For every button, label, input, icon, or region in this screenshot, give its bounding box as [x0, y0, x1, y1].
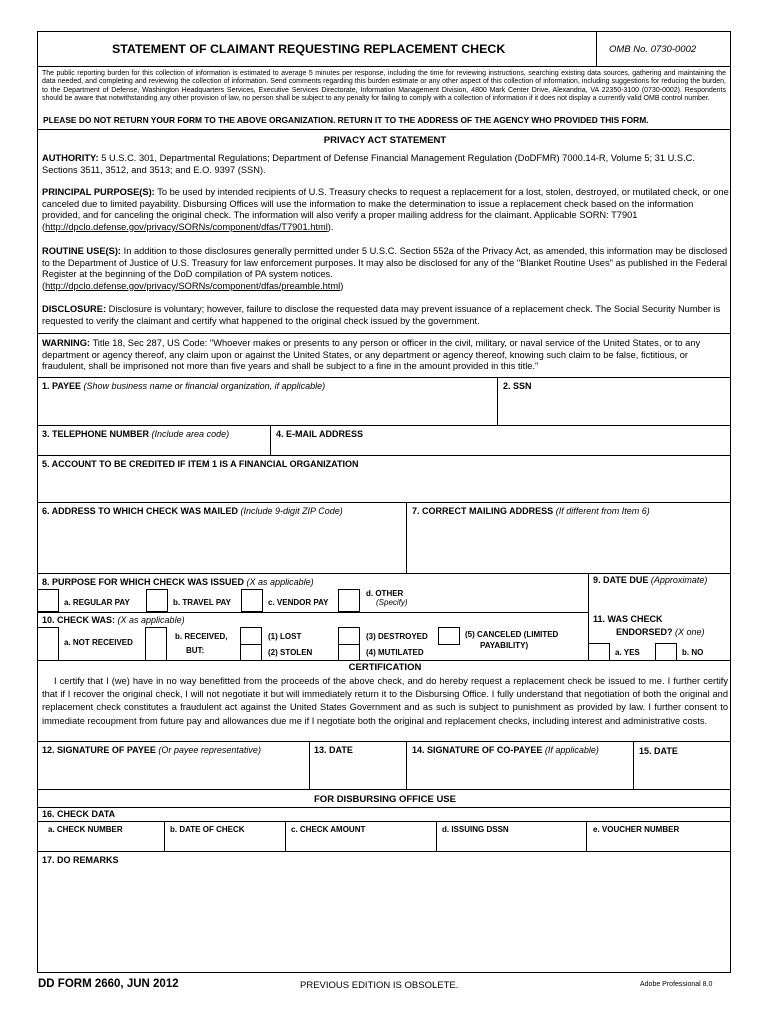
canceled-label: (5) CANCELED (LIMITED — [465, 630, 559, 639]
divider — [497, 377, 498, 425]
mutilated-label: (4) MUTILATED — [366, 648, 424, 657]
warning-label: WARNING: — [42, 338, 91, 348]
stolen-checkbox[interactable] — [240, 644, 262, 661]
divider — [37, 573, 731, 574]
other-label: d. OTHER — [366, 589, 404, 598]
endorsed-no-label: b. NO — [682, 648, 704, 657]
divider — [37, 502, 731, 503]
not-received-label: a. NOT RECEIVED — [64, 638, 133, 647]
check-was-label: 10. CHECK WAS: (X as applicable) — [42, 615, 185, 625]
payability-label: PAYABILITY) — [480, 641, 529, 650]
divider — [406, 741, 407, 789]
divider — [633, 741, 634, 789]
sorn-link[interactable]: http://dpclo.defense.gov/privacy/SORNs/component/dfas/T7901.html — [45, 221, 328, 232]
routine-label: ROUTINE USE(S): — [42, 246, 122, 256]
divider — [37, 660, 731, 661]
received-label: b. RECEIVED, — [175, 632, 228, 641]
voucher-number-label: e. VOUCHER NUMBER — [593, 825, 680, 834]
divider — [406, 502, 407, 573]
privacy-disclosure — [42, 304, 730, 327]
routine-text: In addition to those disclosures generally permitted under 5 U.S.C. Section 552a of the Privacy Act, as amended, this information may be disclosed to the Department of Justice of U.S. Treasury for law enforcement purposes. It may also be disclosed for any of the "Blanket Routine Uses" as published in the Federal Register at the beginning of the DoD compilation of PA system notices. — [42, 246, 728, 280]
vendor-pay-label: c. VENDOR PAY — [268, 598, 329, 607]
check-number-label: a. CHECK NUMBER — [48, 825, 123, 834]
telephone-label: 3. TELEPHONE NUMBER (Include area code) — [42, 429, 230, 439]
issuing-dssn-label: d. ISSUING DSSN — [442, 825, 509, 834]
signature-payee-label: 12. SIGNATURE OF PAYEE (Or payee representative) — [42, 745, 261, 755]
divider — [37, 807, 731, 808]
other-specify-note: (Specify) — [376, 598, 408, 607]
software-note: Adobe Professional 8.0 — [640, 981, 713, 988]
return-instruction: PLEASE DO NOT RETURN YOUR FORM TO THE ABOVE ORGANIZATION. RETURN IT TO THE ADDRESS OF THE AGENCY WHO PROVIDED THIS FORM. — [43, 115, 649, 125]
date-15-label: 15. DATE — [639, 746, 678, 756]
authority-text: 5 U.S.C. 301, Departmental Regulations; Department of Defense Financial Management Regulation (DoDFMR) 7000.14-R, Volume 5; 31 U.S.C. Sections 3511, 3512, and 3513; and E.O. 9397 (SSN). — [42, 153, 695, 175]
divider — [270, 425, 271, 455]
divider — [37, 789, 731, 790]
divider — [37, 821, 731, 822]
endorsed-yes-label: a. YES — [615, 648, 640, 657]
other-checkbox[interactable] — [338, 589, 360, 612]
endorsed-label-2: ENDORSED? (X one) — [616, 627, 705, 637]
destroyed-label: (3) DESTROYED — [366, 632, 428, 641]
divider — [37, 66, 731, 67]
disclosure-text: Disclosure is voluntary; however, failure to disclose the requested data may prevent issuance of a replacement check. The Social Security Number is requested to verify the claimant and certify what happened to the original check issued by the government. — [42, 304, 721, 326]
warning-text: Title 18, Sec 287, US Code: "Whoever makes or presents to any person or officer in the civil, military, or naval service of the United States, or to any department or agency thereof, any claim upon or against the United States, or any department or agency thereof, knowing such claim to be false, fictitious, or fraudulent, shall be imprisoned not more than five years and shall be subject to a fine in the amount provided in this title." — [42, 338, 701, 372]
form-id: DD FORM 2660, JUN 2012 — [38, 978, 179, 990]
certification-text: I certify that I (we) have in no way benefitted from the proceeds of the above check, and do hereby request a replacement check be issued to me. I further certify that if I recover the original check, I will not negotiate it but will immediately return it to the Disbursing Office. I fully understand that negotiation of both the original and replacement check constitutes a fraudulent act against the United States Government and as such is subject to punishment as provided by law. I further consent to immediate recoupment from future pay and allowances due me if I negotiate both the original and replacement checks, including interest and administrative costs. — [42, 676, 728, 726]
regular-pay-label: a. REGULAR PAY — [64, 598, 130, 607]
correct-address-label: 7. CORRECT MAILING ADDRESS (If different from Item 6) — [412, 506, 650, 516]
date-due-label: 9. DATE DUE (Approximate) — [593, 575, 708, 585]
burden-statement: The public reporting burden for this collection of information is estimated to average 5 minutes per response, including the time for reviewing instructions, searching existing data sources, gathering and maintaining the data needed, and completing and reviewing the collection of information. Send comments regarding this burden estimate or any other aspect of this collection of information, including suggestions for reducing the burden, to the Department of Defense, Washington Headquarters Services, Executive Services Directorate, Information Management Division, 4800 Mark Center Drive, Alexandria, VA 22350-3100 (0730-0002). Respondents should be aware that notwithstanding any other provision of law, no person shall be subject to any penalty for failing to comply with a collection of information if it does not display a currently valid OMB control number. — [42, 70, 726, 103]
divider — [309, 741, 310, 789]
divider — [37, 612, 588, 613]
divider — [436, 821, 437, 851]
divider — [37, 129, 731, 130]
payee-label: 1. PAYEE (Show business name or financial organization, if applicable) — [42, 381, 326, 391]
form-title: STATEMENT OF CLAIMANT REQUESTING REPLACEMENT CHECK — [112, 42, 506, 56]
authority-label: AUTHORITY: — [42, 153, 99, 163]
vendor-pay-checkbox[interactable] — [241, 589, 263, 612]
privacy-routine: ROUTINE USE(S): In addition to those disclosures generally permitted under 5 U.S.C. Section 552a of the Privacy Act, as amended, this information may be disclosed to the Department of Justice of U.S. Treasury for law enforcement purposes. It may also be disclosed for any of the "Blanket Routine Uses" as published in the Federal Register at the beginning of the DoD compilation of PA system notices. (http://dpclo.defense.gov/privacy/SORNs/component/dfas/preamble.html) — [42, 246, 728, 291]
remarks-label: 17. DO REMARKS — [42, 855, 119, 865]
not-received-checkbox[interactable] — [37, 627, 59, 661]
certification-heading: CERTIFICATION — [348, 662, 422, 673]
date-of-check-label: b. DATE OF CHECK — [170, 825, 245, 834]
ssn-label: 2. SSN — [503, 381, 532, 391]
regular-pay-checkbox[interactable] — [37, 589, 59, 612]
divider — [37, 377, 731, 378]
divider — [164, 821, 165, 851]
check-data-label: 16. CHECK DATA — [42, 809, 116, 819]
lost-checkbox[interactable] — [240, 627, 262, 645]
disclosure-label: DISCLOSURE: — [42, 304, 107, 314]
preamble-link[interactable]: http://dpclo.defense.gov/privacy/SORNs/component/dfas/preamble.html — [45, 280, 341, 291]
purpose-text: To be used by intended recipients of U.S. Treasury checks to request a replacement for a lost, stolen, destroyed, or mutilated check, or one canceled due to limited payability. Disbursing Offices will use the information to make the determination to issue a replacement check based on the information provided, and for canceling the original check. The information will also verify a proper mailing address for the claimant. Applicable SORN: T7901 ( — [42, 187, 729, 232]
divider — [37, 425, 731, 426]
signature-copayee-label: 14. SIGNATURE OF CO-PAYEE (If applicable) — [412, 745, 599, 755]
mutilated-checkbox[interactable] — [338, 644, 360, 661]
stolen-label: (2) STOLEN — [268, 648, 313, 657]
divider — [37, 455, 731, 456]
purpose-label: 8. PURPOSE FOR WHICH CHECK WAS ISSUED (X as applicable) — [42, 577, 314, 587]
privacy-heading: PRIVACY ACT STATEMENT — [323, 135, 447, 146]
check-amount-label: c. CHECK AMOUNT — [291, 825, 366, 834]
email-label: 4. E-MAIL ADDRESS — [276, 429, 364, 439]
divider — [37, 333, 731, 334]
canceled-checkbox[interactable] — [438, 627, 460, 645]
purpose-label: PRINCIPAL PURPOSE(S): — [42, 187, 155, 197]
divider — [37, 851, 731, 852]
disbursing-heading: FOR DISBURSING OFFICE USE — [314, 794, 456, 805]
travel-pay-checkbox[interactable] — [146, 589, 168, 612]
received-but-label: BUT: — [186, 646, 205, 655]
obsolete-notice: PREVIOUS EDITION IS OBSOLETE. — [300, 980, 459, 991]
divider — [586, 821, 587, 851]
divider — [37, 741, 731, 742]
lost-label: (1) LOST — [268, 632, 302, 641]
travel-pay-label: b. TRAVEL PAY — [173, 598, 231, 607]
privacy-purpose: PRINCIPAL PURPOSE(S): To be used by intended recipients of U.S. Treasury checks to request a replacement for a lost, stolen, destroyed, or mutilated check, or one canceled due to limited payability. Disbursing Offices will use the information to make the determination to issue a replacement check based on the information provided, and for canceling the original check. The information will also verify a proper mailing address for the claimant. Applicable SORN: T7901 (http://dpclo.defense.gov/privacy/SORNs/component/dfas/T7901.html). — [42, 187, 729, 232]
received-checkbox[interactable] — [145, 627, 167, 661]
divider — [285, 821, 286, 851]
endorsed-label: 11. WAS CHECK — [593, 614, 663, 624]
destroyed-checkbox[interactable] — [338, 627, 360, 645]
warning-block — [42, 338, 730, 373]
privacy-authority — [42, 153, 730, 176]
divider — [596, 31, 597, 67]
endorsed-yes-checkbox[interactable] — [588, 643, 610, 661]
omb-number: OMB No. 0730-0002 — [609, 44, 697, 55]
account-label: 5. ACCOUNT TO BE CREDITED IF ITEM 1 IS A FINANCIAL ORGANIZATION — [42, 459, 359, 469]
endorsed-no-checkbox[interactable] — [655, 643, 677, 661]
date-13-label: 13. DATE — [314, 745, 353, 755]
address-label: 6. ADDRESS TO WHICH CHECK WAS MAILED (Include 9-digit ZIP Code) — [42, 506, 343, 516]
